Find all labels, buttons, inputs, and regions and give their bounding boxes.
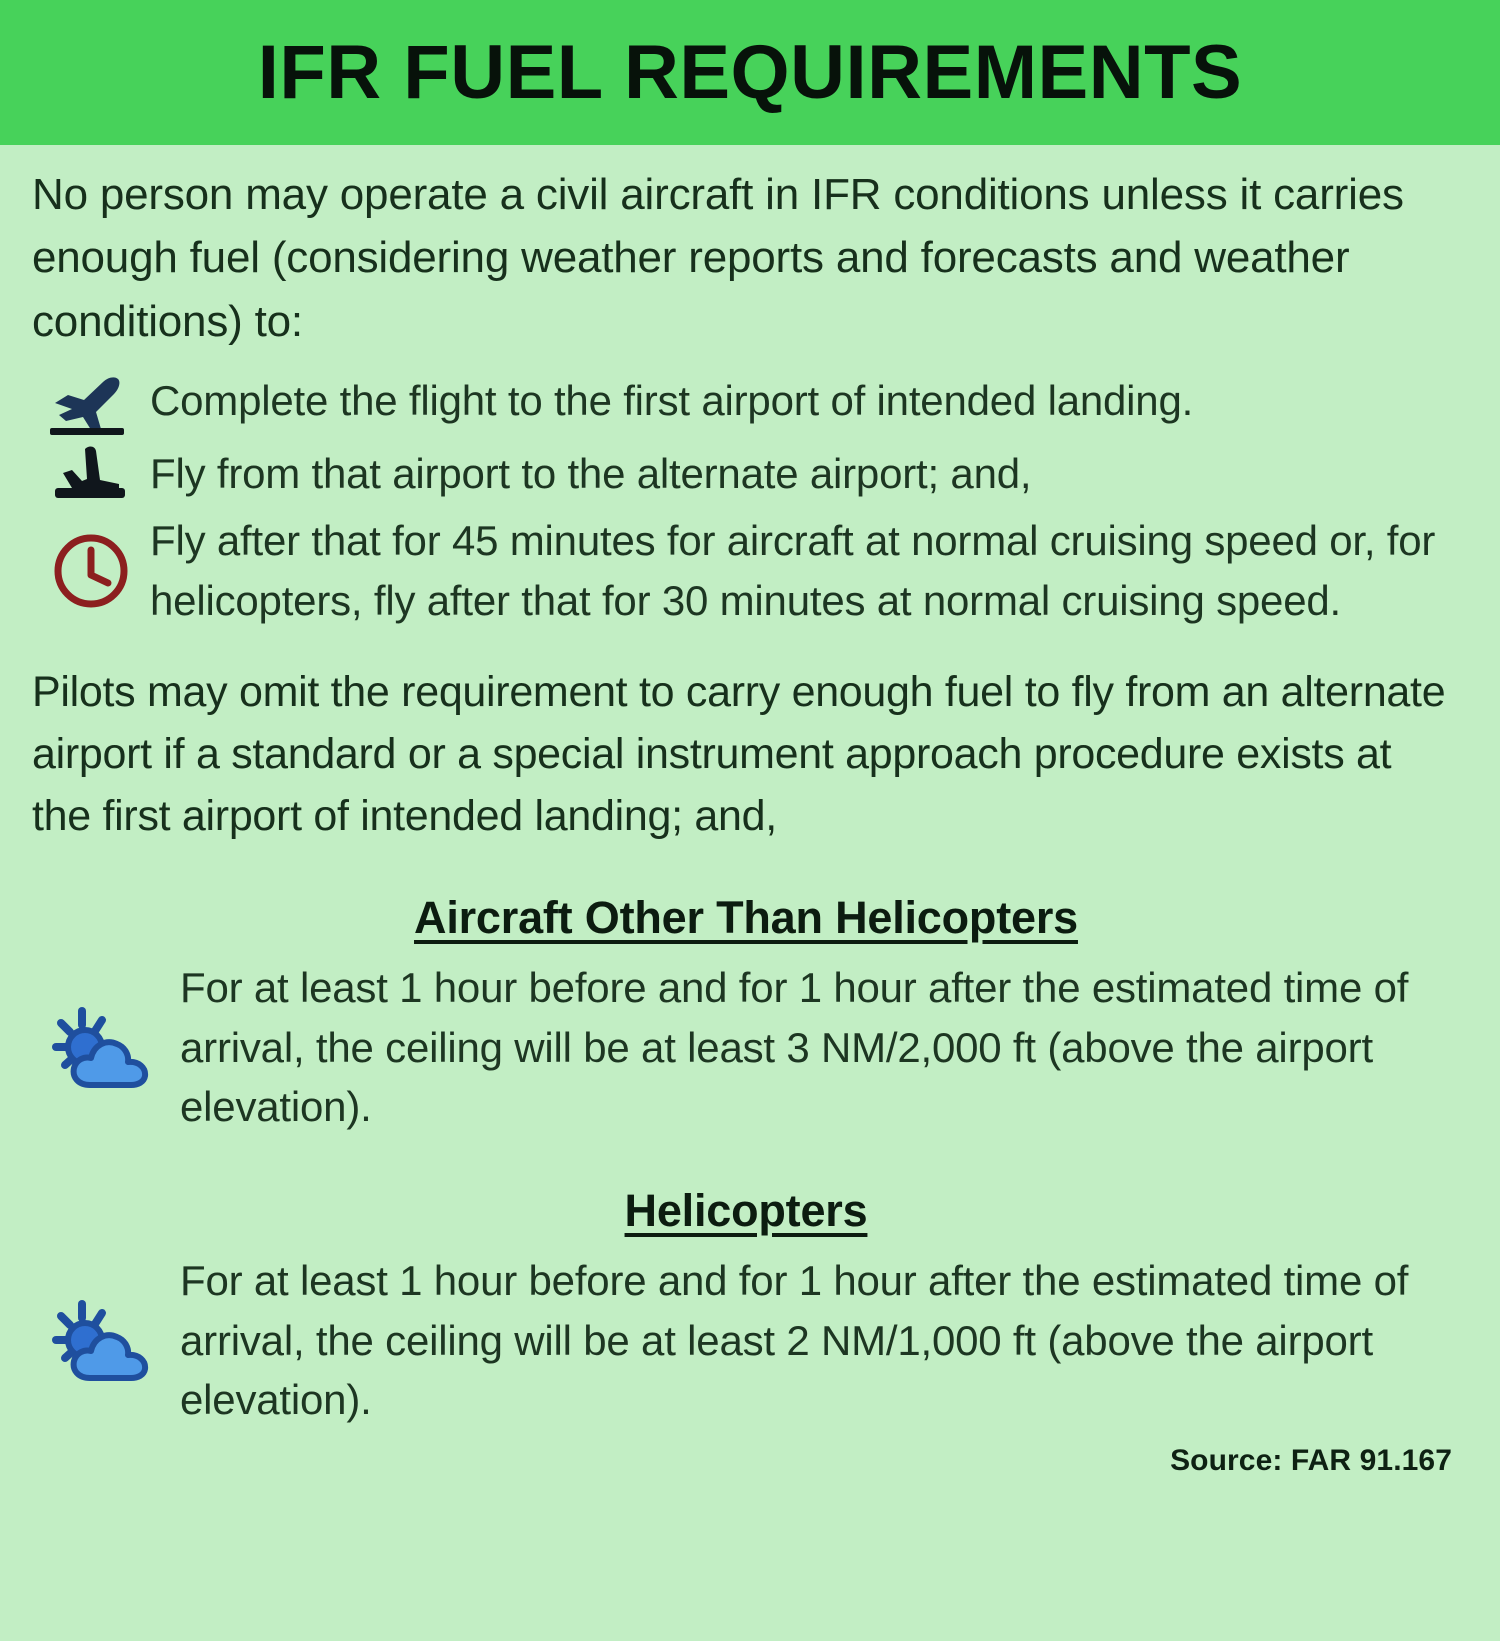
list-item [32,365,1460,437]
source-attribution: Source: FAR 91.167 [1170,1443,1452,1477]
page-title: IFR FUEL REQUIREMENTS [257,29,1243,115]
requirements-list [32,365,1460,636]
section-row-aircraft [32,958,1460,1137]
section-text-helicopters: For at least 1 hour before and for 1 hour after the estimated time of arrival, the ceiling will be at least 2 NM/1,000 ft (above the airport elevation). [180,1256,1409,1424]
section-heading-helicopters: Helicopters [624,1184,868,1236]
airplane-landing-icon [32,443,150,505]
list-item [32,443,1460,505]
intro-paragraph: No person may operate a civil aircraft in IFR conditions unless it carries enough fuel (considering weather reports and forecasts and weather conditions) to: [32,170,1404,346]
section-heading-aircraft-other-than-helicopters: Aircraft Other Than Helicopters [414,892,1078,944]
airplane-takeoff-icon [32,365,150,437]
sun-behind-cloud-icon [32,1001,180,1093]
omit-note-paragraph: Pilots may omit the requirement to carry enough fuel to fly from an alternate airport if a standard or a special instrument approach procedure exists at the first airport of intended landing; and, [32,668,1446,841]
sun-behind-cloud-icon [32,1294,180,1386]
requirement-text: Fly from that airport to the alternate airport; and, [150,450,1032,498]
section-text-aircraft: For at least 1 hour before and for 1 hour after the estimated time of arrival, the ceiling will be at least 3 NM/2,000 ft (above the airport elevation). [180,964,1409,1131]
requirement-text: Complete the flight to the first airport of intended landing. [150,377,1194,425]
clock-icon [32,530,150,612]
requirement-text: Fly after that for 45 minutes for aircraft at normal cruising speed or, for helicopters, fly after that for 30 minutes at normal cruising speed. [150,517,1436,624]
list-item [32,511,1460,630]
section-row-helicopters [32,1251,1460,1430]
poster-body [0,145,1500,1641]
header-bar [0,0,1500,145]
